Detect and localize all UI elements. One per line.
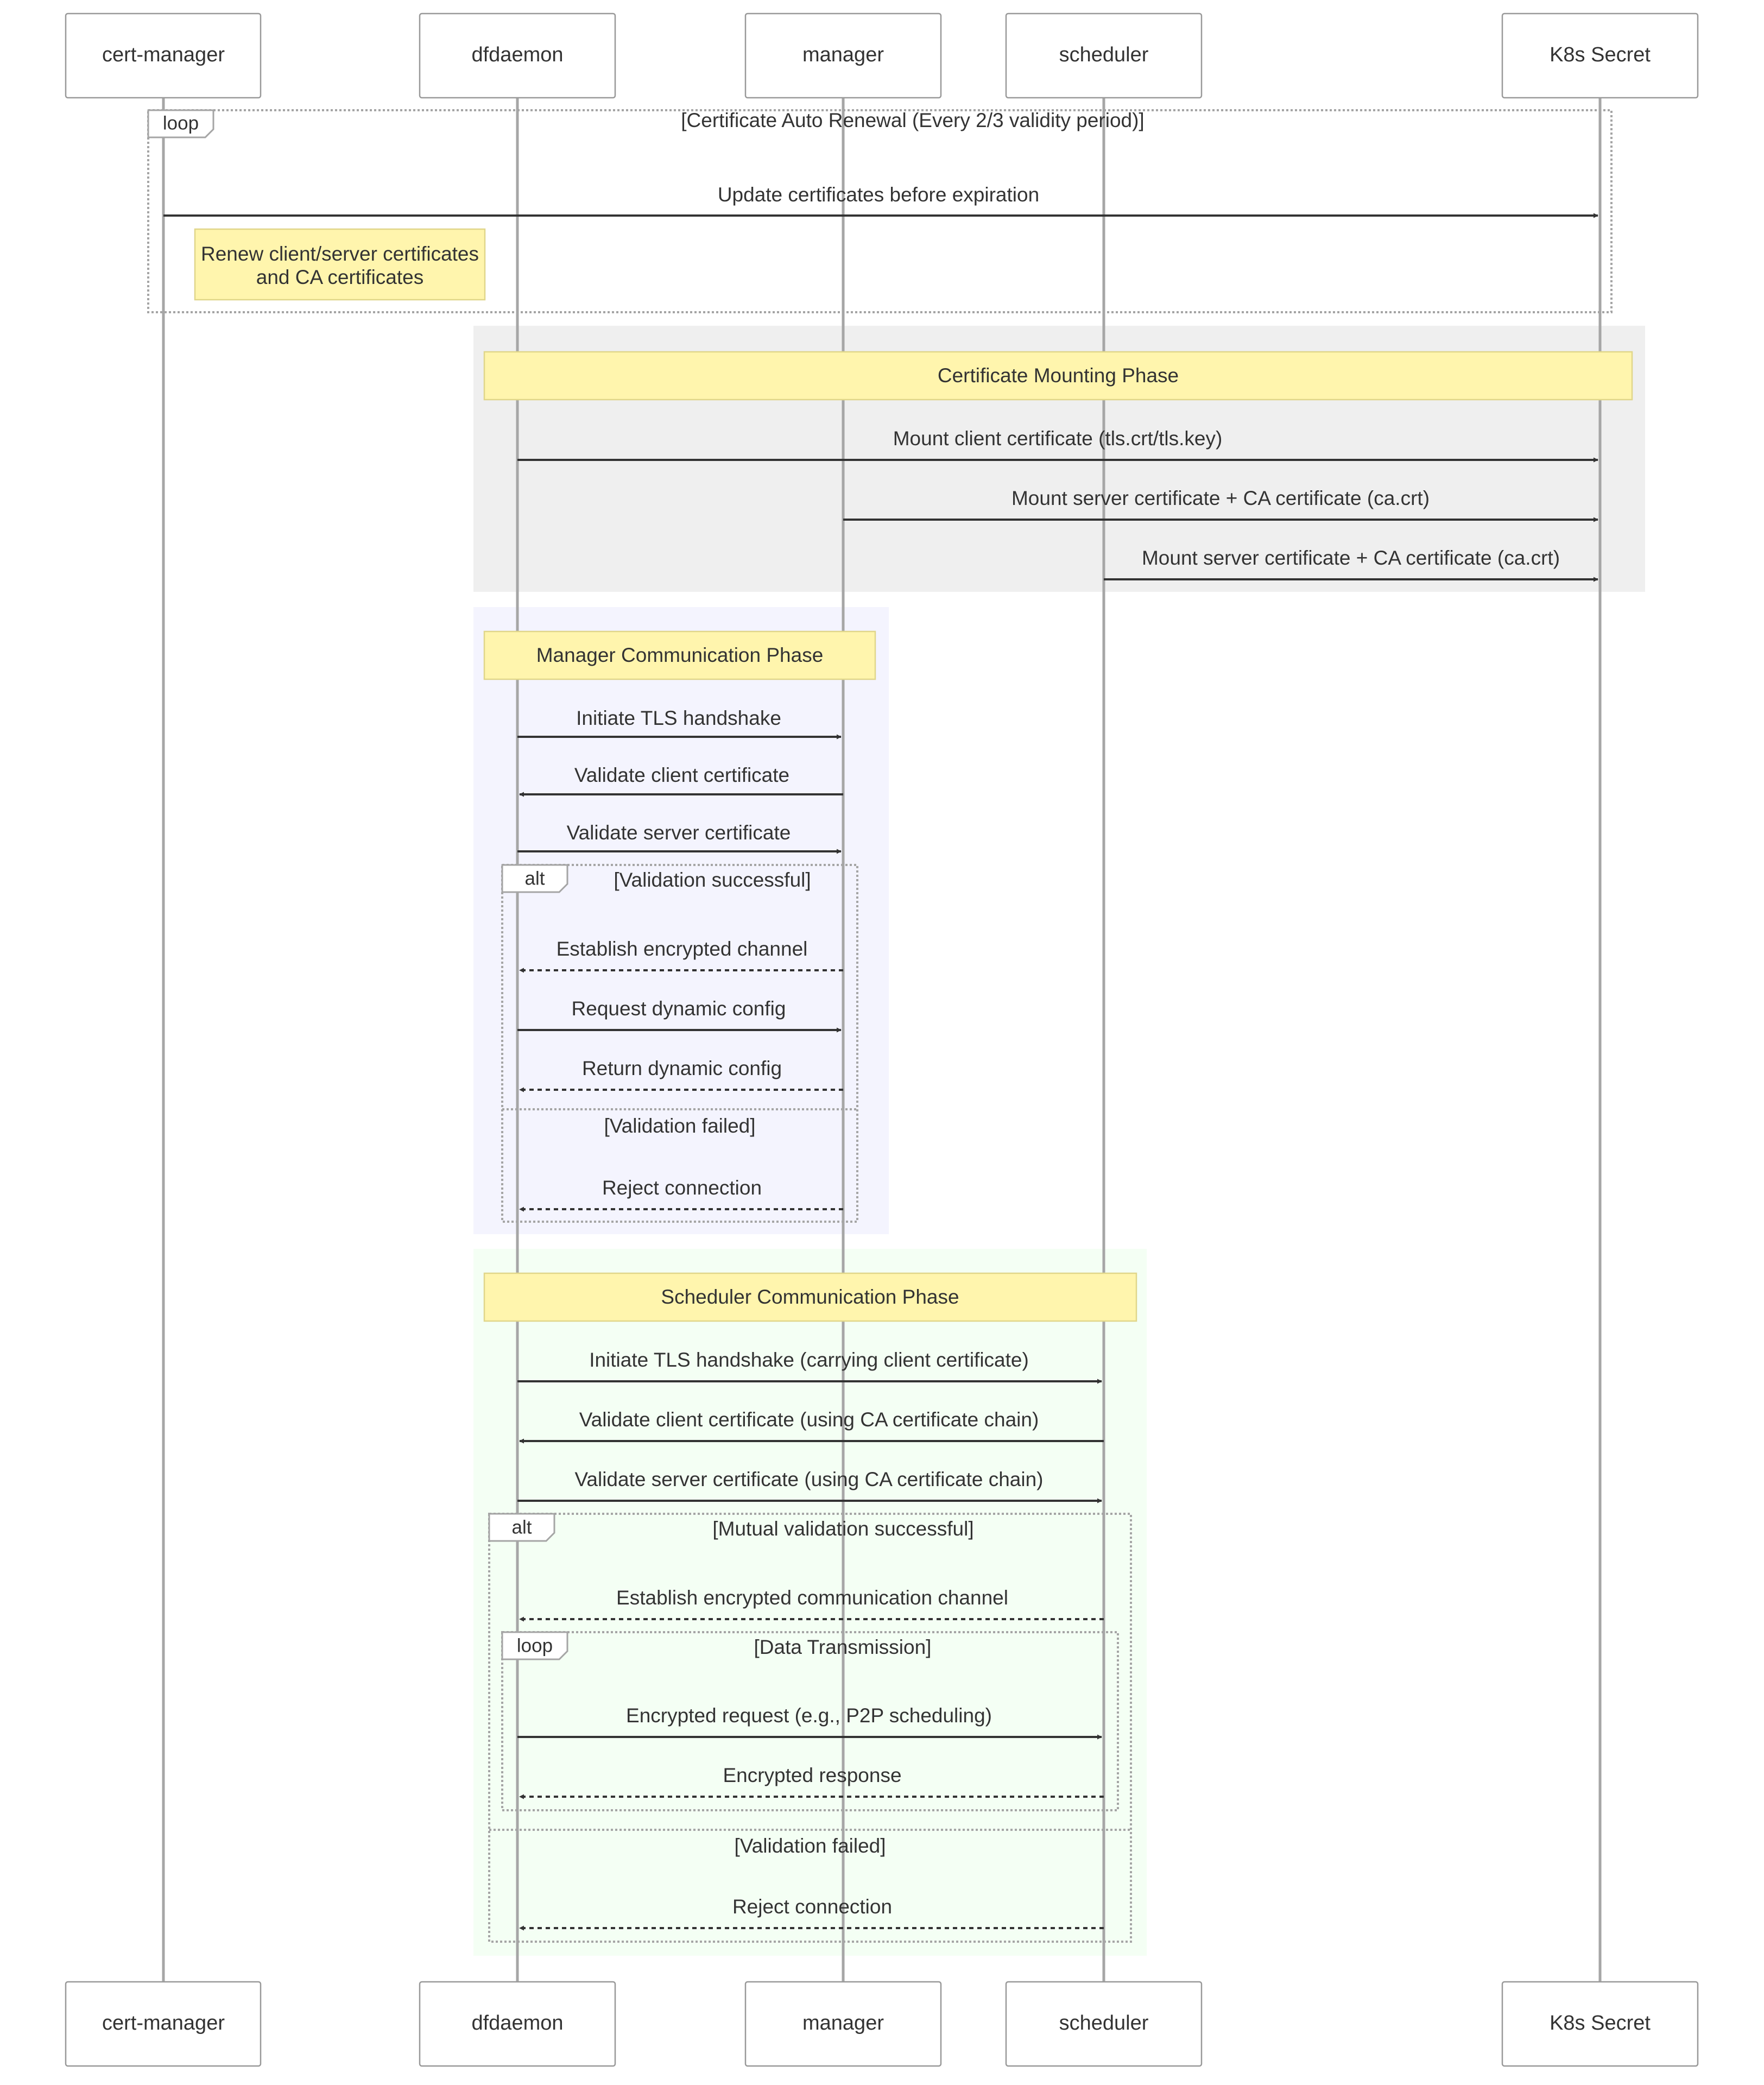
actor-label: cert-manager <box>102 2012 225 2035</box>
message-label: Reject connection <box>732 1896 893 1918</box>
actor-label: manager <box>802 2012 884 2035</box>
message-label: Validate client certificate <box>574 764 790 786</box>
actor-manager-top <box>745 14 941 98</box>
note-certificate-mounting-phase <box>484 352 1632 400</box>
loop-frame-condition: [Data Transmission] <box>754 1636 932 1658</box>
actor-label: cert-manager <box>102 43 225 67</box>
message-label: Mount server certificate + CA certificate (ca.crt) <box>1141 547 1560 569</box>
phase-title: Scheduler Communication Phase <box>661 1286 959 1308</box>
actor-cert-manager-top <box>66 14 261 98</box>
message-label: Update certificates before expiration <box>717 184 1040 206</box>
message-label: Mount server certificate + CA certificate (ca.crt) <box>1011 487 1430 509</box>
manager-communication-phase-background <box>473 607 889 1234</box>
alt-fail-condition: [Validation failed] <box>604 1115 756 1137</box>
message-label: Encrypted request (e.g., P2P scheduling) <box>626 1704 992 1727</box>
alt-frame-tag: alt <box>511 1517 532 1538</box>
note-line-2: and CA certificates <box>256 266 424 288</box>
note-manager-communication-phase <box>484 631 875 679</box>
alt-frame-tag: alt <box>524 868 545 889</box>
actor-dfdaemon-bottom <box>420 1982 615 2066</box>
actor-dfdaemon-top <box>420 14 615 98</box>
actor-label: manager <box>802 43 884 67</box>
actor-label: scheduler <box>1059 43 1149 67</box>
message-label: Encrypted response <box>723 1764 902 1786</box>
message-label: Reject connection <box>602 1177 762 1199</box>
actor-scheduler-top <box>1006 14 1202 98</box>
loop-frame-tag: loop <box>516 1635 553 1657</box>
actor-label: K8s Secret <box>1550 43 1651 67</box>
note-renew-certificates <box>195 229 485 300</box>
actor-k8s-secret-bottom <box>1502 1982 1698 2066</box>
loop-frame-tag: loop <box>162 112 199 134</box>
actor-label: scheduler <box>1059 2012 1149 2035</box>
message-label: Establish encrypted channel <box>556 938 808 960</box>
message-label: Initiate TLS handshake (carrying client certificate) <box>589 1349 1029 1371</box>
message-label: Validate client certificate (using CA certificate chain) <box>579 1408 1039 1431</box>
note-scheduler-communication-phase <box>484 1273 1136 1321</box>
alt-fail-condition: [Validation failed] <box>734 1835 886 1857</box>
actor-manager-bottom <box>745 1982 941 2066</box>
actor-label: dfdaemon <box>471 2012 564 2035</box>
actor-scheduler-bottom <box>1006 1982 1202 2066</box>
actor-cert-manager-bottom <box>66 1982 261 2066</box>
phase-title: Manager Communication Phase <box>536 644 824 666</box>
message-label: Validate server certificate <box>566 822 791 844</box>
message-label: Mount client certificate (tls.crt/tls.key) <box>893 427 1223 450</box>
message-label: Return dynamic config <box>581 1057 782 1079</box>
actor-label: dfdaemon <box>471 43 564 67</box>
message-label: Request dynamic config <box>571 997 786 1020</box>
phase-title: Certificate Mounting Phase <box>937 364 1179 387</box>
alt-success-condition: [Mutual validation successful] <box>712 1518 974 1540</box>
note-line-1: Renew client/server certificates <box>200 243 479 265</box>
actor-k8s-secret-top <box>1502 14 1698 98</box>
message-label: Initiate TLS handshake <box>576 707 781 729</box>
message-update-certificates <box>163 184 1598 216</box>
message-label: Validate server certificate (using CA certificate chain) <box>574 1468 1044 1490</box>
alt-success-condition: [Validation successful] <box>614 869 811 891</box>
actor-label: K8s Secret <box>1550 2012 1651 2035</box>
loop-frame-condition: [Certificate Auto Renewal (Every 2/3 validity period)] <box>681 109 1145 131</box>
message-label: Establish encrypted communication channel <box>616 1587 1008 1609</box>
